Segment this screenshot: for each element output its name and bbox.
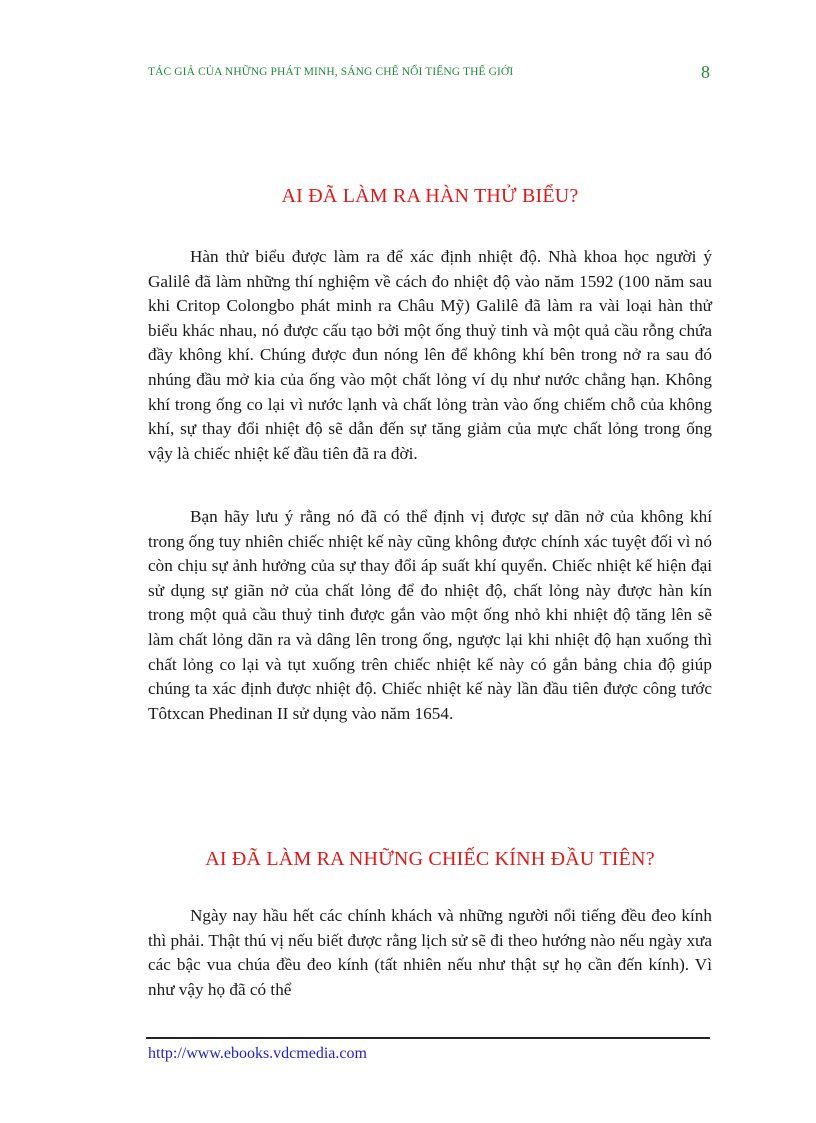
- paragraph: Ngày nay hầu hết các chính khách và những người nổi tiếng đều đeo kính thì phải. Thật thú vị nếu biết được rằng lịch sử sẽ đi theo hướng nào nếu ngày xưa các bậc vua chúa đều đeo kính (tất nhiên nếu như thật sự họ cần đến kính). Vì như vậy họ đã có thể: [148, 906, 712, 999]
- page-header: [148, 62, 712, 86]
- running-header-title: TÁC GIẢ CỦA NHỮNG PHÁT MINH, SÁNG CHẾ NỔI TIẾNG THẾ GIỚI: [148, 66, 514, 78]
- section-heading-thermometer: AI ĐÃ LÀM RA HÀN THỬ BIỂU?: [281, 185, 579, 207]
- footer-website-link[interactable]: http://www.ebooks.vdcmedia.com: [148, 1045, 367, 1062]
- paragraph: Bạn hãy lưu ý rằng nó đã có thể định vị được sự dãn nở của không khí trong ống tuy nhiên chiếc nhiệt kế này cũng không được chính xác tuyệt đối vì nó còn chịu sự ảnh hưởng của sự thay đổi áp suất khí quyển. Chiếc nhiệt kế hiện đại sử dụng sự giãn nở của chất lỏng để đo nhiệt độ, chất lỏng này được hàn kín trong một quả cầu thuỷ tinh được gắn vào một ống nhỏ khi nhiệt độ tăng lên sẽ làm chất lỏng dãn ra và dâng lên trong ống, ngược lại khi nhiệt độ hạn xuống thì chất lỏng co lại và tụt xuống trên chiếc nhiệt kế này có gắn bảng chia độ giúp chúng ta xác định được nhiệt độ. Chiếc nhiệt kế này lần đầu tiên được công tước Tôtxcan Phedinan II sử dụng vào năm 1654.: [148, 507, 712, 723]
- footer-divider: [146, 1037, 710, 1039]
- page-number: 8: [701, 62, 710, 82]
- paragraph: Hàn thử biểu được làm ra để xác định nhiệt độ. Nhà khoa học người ý Galilê đã làm những thí nghiệm về cách đo nhiệt độ vào năm 1592 (100 năm sau khi Critop Colongbo phát minh ra Châu Mỹ) Galilê đã làm ra vài loại hàn thử biểu khác nhau, nó được cấu tạo bởi một ống thuỷ tinh và một quả cầu rỗng chứa đầy không khí. Chúng được đun nóng lên để không khí bên trong nở ra sau đó nhúng đầu mở kia của ống vào một chất lỏng ví dụ như nước chẳng hạn. Không khí trong ống co lại vì nước lạnh và chất lỏng tràn vào ống chiếm chỗ của không khí, sự thay đổi nhiệt độ sẽ dẫn đến sự tăng giảm của mực chất lỏng trong ống vậy là chiếc nhiệt kế đầu tiên đã ra đời.: [148, 247, 712, 463]
- section-heading-eyeglasses: AI ĐÃ LÀM RA NHỮNG CHIẾC KÍNH ĐẦU TIÊN?: [205, 848, 655, 870]
